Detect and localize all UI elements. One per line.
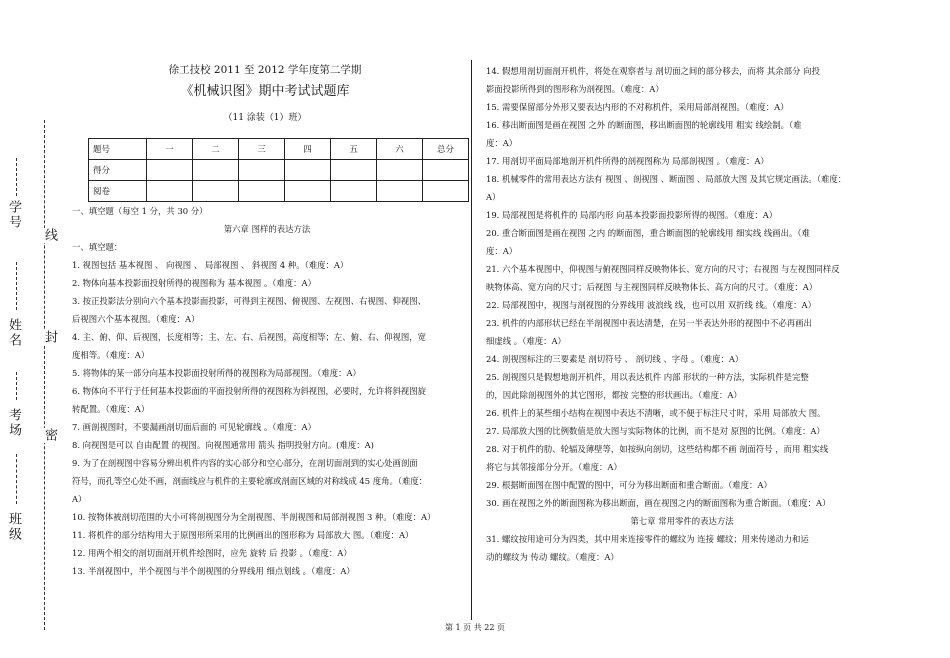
question-line: 的，因此除剖视图外的其它图形，都按 完整的形状画出。（难度：A）	[486, 390, 742, 400]
score-col-header: 四	[285, 139, 331, 160]
question-line: 23. 机件的内部形状已经在半剖视图中表达清楚，在另一半表达外形的视图中不必再画出	[486, 318, 812, 328]
score-cell[interactable]	[239, 160, 285, 181]
room-blank	[16, 372, 27, 400]
question-line: 3. 按正投影法分别向六个基本投影面投影，可得到主视图、俯视图、左视图、右视图、仰视图、	[72, 296, 427, 306]
question-line: 16. 移出断面图是画在视图 之外 的断面图，移出断面图的轮廓线用 粗实 线绘制。（难	[486, 120, 802, 130]
chapter-6-heading: 第六章 图样的表达方法	[223, 224, 311, 234]
column-divider	[471, 60, 472, 620]
score-cell[interactable]	[377, 160, 423, 181]
grader-cell[interactable]	[193, 181, 239, 202]
score-col-header: 题号	[89, 139, 147, 160]
score-row	[89, 160, 469, 181]
page-footer: 第 1 页 共 22 页	[445, 623, 505, 632]
seal-char-xian: 线	[42, 228, 57, 243]
grader-cell[interactable]	[331, 181, 377, 202]
question-line: 28. 对于机件的肋、轮辐及薄壁等，如按纵向剖切，这些结构都不画 剖面符号 ，而用 粗实线	[486, 444, 829, 454]
score-row-label: 得分	[89, 160, 147, 181]
fill-title: 一、填空题：	[72, 242, 123, 252]
question-line: 12. 用两个相交的剖切面剖开机件绘图时，应先 旋转 后 投影 。（难度：A）	[72, 548, 352, 558]
score-cell[interactable]	[147, 160, 193, 181]
question-line: 影面投影所得到的图形称为剖视图。（难度：A）	[486, 84, 664, 94]
grader-cell[interactable]	[423, 181, 469, 202]
question-line: 21. 六个基本视图中，仰视图与俯视图同样反映物体长、宽方向的尺寸；右视图 与左视图同样反	[486, 264, 840, 274]
question-line: 15. 需要保留部分外形又要表达内形的不对称机件，采用局部剖视图。（难度：A）	[486, 102, 789, 112]
question-line: 30. 画在视图之外的断面图称为移出断面，画在视图之内的断面图称为重合断面。（难度：A）	[486, 498, 831, 508]
score-cell[interactable]	[285, 160, 331, 181]
question-line: 细虚线 。（难度：A）	[486, 336, 566, 346]
question-line: 31. 螺纹按用途可分为四类，其中用来连接零件的螺纹为 连接 螺纹；用来传递动力和运	[486, 534, 809, 544]
grader-cell[interactable]	[377, 181, 423, 202]
question-line: 度相等。（难度：A）	[72, 350, 150, 360]
question-line: 度：A）	[486, 138, 518, 148]
seal-char-feng: 封	[42, 330, 57, 345]
section-intro: 一、填空题（每空 1 分，共 30 分）	[72, 206, 208, 216]
score-col-header: 三	[239, 139, 285, 160]
question-line: 19. 局部视图是将机件的 局部内形 向基本投影面投影所得的视图。（难度：A）	[486, 210, 778, 220]
id-blank	[16, 158, 27, 196]
question-line: 9. 为了在剖视图中容易分辨出机件内容的实心部分和空心部分，在剖切面剖到的实心处画剖面	[72, 458, 418, 468]
question-line: 5. 将物体的某一部分向基本投影面投射所得的视图称为局部视图。（难度：A）	[72, 368, 361, 378]
score-col-header: 六	[377, 139, 423, 160]
student-id-label: 学号	[6, 200, 21, 230]
question-line: 4. 主、俯、仰、后视图，长度相等；主、左、右、后视图，高度相等；左、俯、右、仰视图，宽	[72, 332, 427, 342]
score-col-header: 一	[147, 139, 193, 160]
name-label: 姓名	[6, 318, 21, 348]
question-line: 14. 假想用剖切面剖开机件，将处在观察者与 剖切面之间的部分移去，而将 其余部分 向投	[486, 66, 820, 76]
question-line: 8. 向视图是可以 自由配置 的视图。向视图通常用 箭头 指明投射方向。(难度：A)	[72, 440, 374, 450]
question-line: 1. 视图包括 基本视图 、 向视图 、 局部视图 、 斜视图 4 种。（难度：A）	[72, 260, 349, 270]
binding-margin	[0, 0, 62, 658]
question-line: 26. 机件上的某些细小结构在视图中表达不清晰，或不便于标注尺寸时，采用 局部放大 图。	[486, 408, 826, 418]
question-line: 将它与其邻接部分分开。（难度：A）	[486, 462, 622, 472]
question-line: 27. 局部放大图的比例数值是放大图与实际物体的比例，而不是对 原图的比例。（难度：A）	[486, 426, 825, 436]
question-line: 映物体高、宽方向的尺寸；后视图 与主视图同样反映物体长、高方向的尺寸。（难度：A）	[486, 282, 818, 292]
question-line: 符号，而孔等空心处不画，剖面线应与机件的主要轮廓或剖面区域的对称线成 45 度角。（难度：	[72, 476, 428, 486]
question-line: A）	[72, 494, 87, 504]
score-col-header: 二	[193, 139, 239, 160]
grader-row	[89, 181, 469, 202]
score-table	[88, 138, 469, 202]
score-header-row	[89, 139, 469, 160]
left-column	[72, 202, 462, 580]
seal-line	[44, 120, 45, 630]
score-col-header: 五	[331, 139, 377, 160]
question-line: 18. 机械零件的常用表达方法有 视图 、剖视图 、断面图 、局部放大图 及其它规定画法。（难度：	[486, 174, 847, 184]
question-line: 13. 半剖视图中，半个视图与半个剖视图的分界线用 细点划线 。（难度：A）	[72, 566, 355, 576]
question-line: 7. 画剖视图时，不要漏画剖切面后面的 可见轮廓线 。（难度：A）	[72, 422, 316, 432]
question-line: 动的螺纹为 传动 螺纹。（难度：A）	[486, 552, 619, 562]
score-row-label: 阅卷	[89, 181, 147, 202]
question-line: 11. 将机件的部分结构用大于原图形所采用的比例画出的图形称为 局部放大 图。（难度：A）	[72, 530, 414, 540]
question-line: 10. 按物体被剖切范围的大小可将剖视图分为全剖视图、半剖视图和局部剖视图 3 种。（难度：A）	[72, 512, 436, 522]
seal-char-mi: 密	[42, 428, 57, 443]
name-blank	[16, 262, 27, 310]
question-line: 后视图六个基本视图。（难度：A）	[72, 314, 200, 324]
exam-term-title: 徐工技校 2011 至 2012 学年度第二学期	[168, 64, 362, 76]
question-line: 度：A）	[486, 246, 518, 256]
question-line: 转配置。（难度：A）	[72, 404, 150, 414]
question-line: 22. 局部视图中，视图与剖视图的分界线用 波浪线 线，也可以用 双折线 线。（难度：A）	[486, 300, 816, 310]
question-line: 25. 剖视图只是假想地剖开机件，用以表达机件 内部 形状的一种方法，实际机件是完整	[486, 372, 809, 382]
question-line: 2. 物体向基本投影面投射所得的视图称为 基本视图 。（难度：A）	[72, 278, 316, 288]
class-note: （11 涂装（1）班）	[223, 113, 307, 123]
score-col-header: 总分	[423, 139, 469, 160]
question-line: A）	[486, 192, 501, 202]
exam-room-label: 考场	[6, 408, 21, 438]
exam-title: 《机械识图》期中考试试题库	[180, 84, 350, 99]
grader-cell[interactable]	[239, 181, 285, 202]
chapter-7-heading: 第七章 常用零件的表达方法	[630, 516, 734, 526]
score-cell[interactable]	[331, 160, 377, 181]
right-column	[486, 62, 878, 566]
question-line: 24. 剖视图标注的三要素是 剖切符号 、 剖切线 、字母 。（难度：A）	[486, 354, 744, 364]
class-label: 班级	[6, 512, 21, 542]
class-blank	[16, 454, 27, 504]
score-cell[interactable]	[193, 160, 239, 181]
question-line: 17. 用剖切平面局部地剖开机件所得的剖视图称为 局部剖视图 。（难度：A）	[486, 156, 769, 166]
grader-cell[interactable]	[147, 181, 193, 202]
question-line: 20. 重合断面图是画在视图 之内 的断面图，重合断面图的轮廓线用 细实线 线画出。（难	[486, 228, 810, 238]
question-line: 6. 物体向不平行于任何基本投影面的平面投射所得的视图称为斜视图，必要时，允许将斜视图旋	[72, 386, 427, 396]
question-line: 29. 根据断面图在图中配置的图中，可分为移出断面和重合断面。（难度：A）	[486, 480, 772, 490]
score-cell[interactable]	[423, 160, 469, 181]
grader-cell[interactable]	[285, 181, 331, 202]
